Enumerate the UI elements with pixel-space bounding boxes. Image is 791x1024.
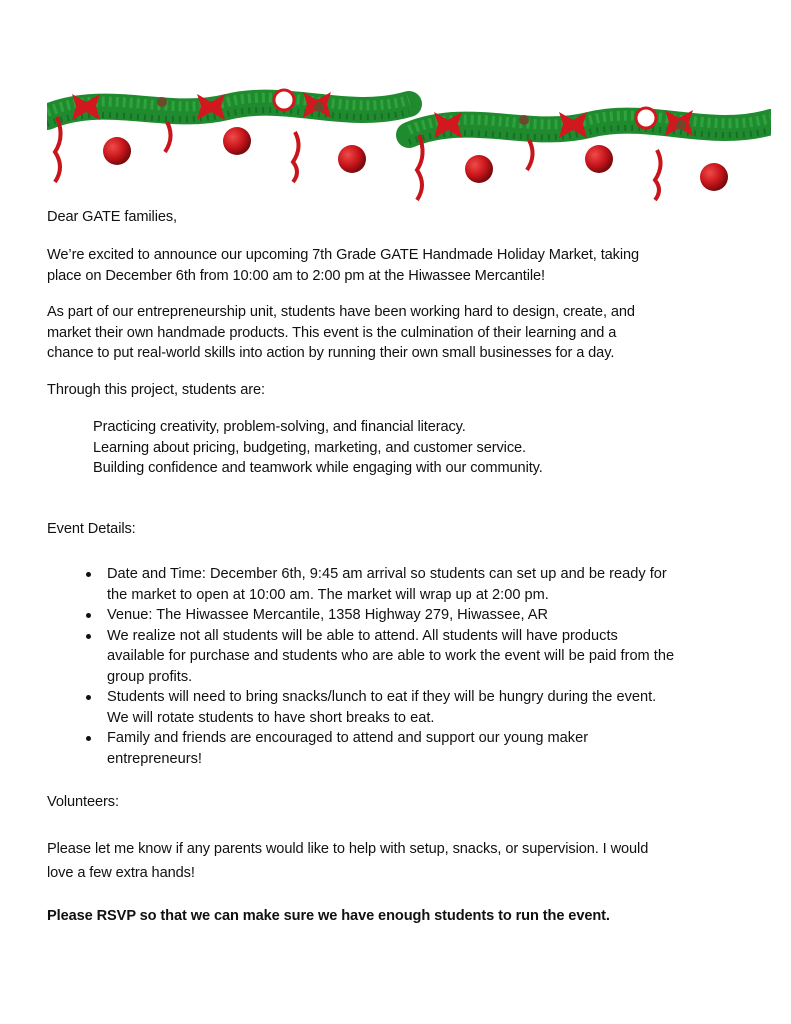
event-detail-line: Date and Time: December 6th, 9:45 am arrival so students can set up and be ready for <box>107 566 667 582</box>
intro-line: place on December 6th from 10:00 am to 2:00 pm at the Hiwassee Mercantile! <box>47 267 545 284</box>
skill-item: Building confidence and teamwork while engaging with our community. <box>93 460 543 476</box>
bullet-icon <box>86 736 91 741</box>
christmas-garland-banner <box>47 62 771 207</box>
bullet-icon <box>86 572 91 577</box>
event-detail-line: Students will need to bring snacks/lunch to eat if they will be hungry during the event. <box>107 689 657 705</box>
skill-item: Learning about pricing, budgeting, marketing, and customer service. <box>93 439 526 456</box>
event-detail-line: the market to open at 10:00 am. The market will wrap up at 2:00 pm. <box>107 586 549 603</box>
greeting-text: Dear GATE families, <box>47 209 178 225</box>
unit-line: As part of our entrepreneurship unit, students have been working hard to design, create, and <box>47 304 635 320</box>
event-detail-line: We will rotate students to have short breaks to eat. <box>107 709 435 726</box>
event-detail-item <box>80 728 750 769</box>
skill-item: Practicing creativity, problem-solving, and financial literacy. <box>93 419 466 435</box>
rsvp-notice <box>47 906 757 927</box>
event-detail-line: Venue: The Hiwassee Mercantile, 1358 Highway 279, Hiwassee, AR <box>107 607 549 623</box>
volunteers-line: love a few extra hands! <box>47 865 195 881</box>
volunteers-line: Please let me know if any parents would like to help with setup, snacks, or supervision. I would <box>47 841 649 857</box>
bullet-icon <box>86 634 91 639</box>
volunteers-heading <box>47 792 757 813</box>
bullet-icon <box>86 695 91 700</box>
event-detail-line: We realize not all students will be able to attend. All students will have products <box>107 627 618 644</box>
event-detail-line: available for purchase and students who are able to work the event will be paid from the <box>107 648 675 664</box>
unit-paragraph <box>47 302 757 364</box>
unit-line: market their own handmade products. This event is the culmination of their learning and a <box>47 324 617 341</box>
through-heading <box>47 380 757 401</box>
unit-line: chance to put real-world skills into action by running their own small businesses for a day. <box>47 345 615 361</box>
event-detail-item <box>80 605 750 626</box>
greeting <box>47 207 757 228</box>
volunteers-heading-text: Volunteers: <box>47 794 119 810</box>
intro-line: We’re excited to announce our upcoming 7th Grade GATE Handmade Holiday Market, taking <box>47 247 640 263</box>
event-detail-item <box>80 564 750 605</box>
event-details-heading-text: Event Details: <box>47 521 136 537</box>
intro-paragraph <box>47 245 757 286</box>
skills-list <box>47 417 791 479</box>
through-heading-text: Through this project, students are: <box>47 382 265 398</box>
event-details-heading <box>47 519 757 540</box>
event-details-list <box>80 564 750 769</box>
event-detail-line: entrepreneurs! <box>107 750 202 767</box>
rsvp-text: Please RSVP so that we can make sure we have enough students to run the event. <box>47 908 610 924</box>
event-detail-item <box>80 626 750 688</box>
bullet-icon <box>86 613 91 618</box>
garland-icon <box>47 62 771 207</box>
event-detail-item <box>80 687 750 728</box>
event-detail-line: group profits. <box>107 668 193 685</box>
volunteers-paragraph <box>47 837 757 885</box>
event-detail-line: Family and friends are encouraged to attend and support our young maker <box>107 730 589 746</box>
